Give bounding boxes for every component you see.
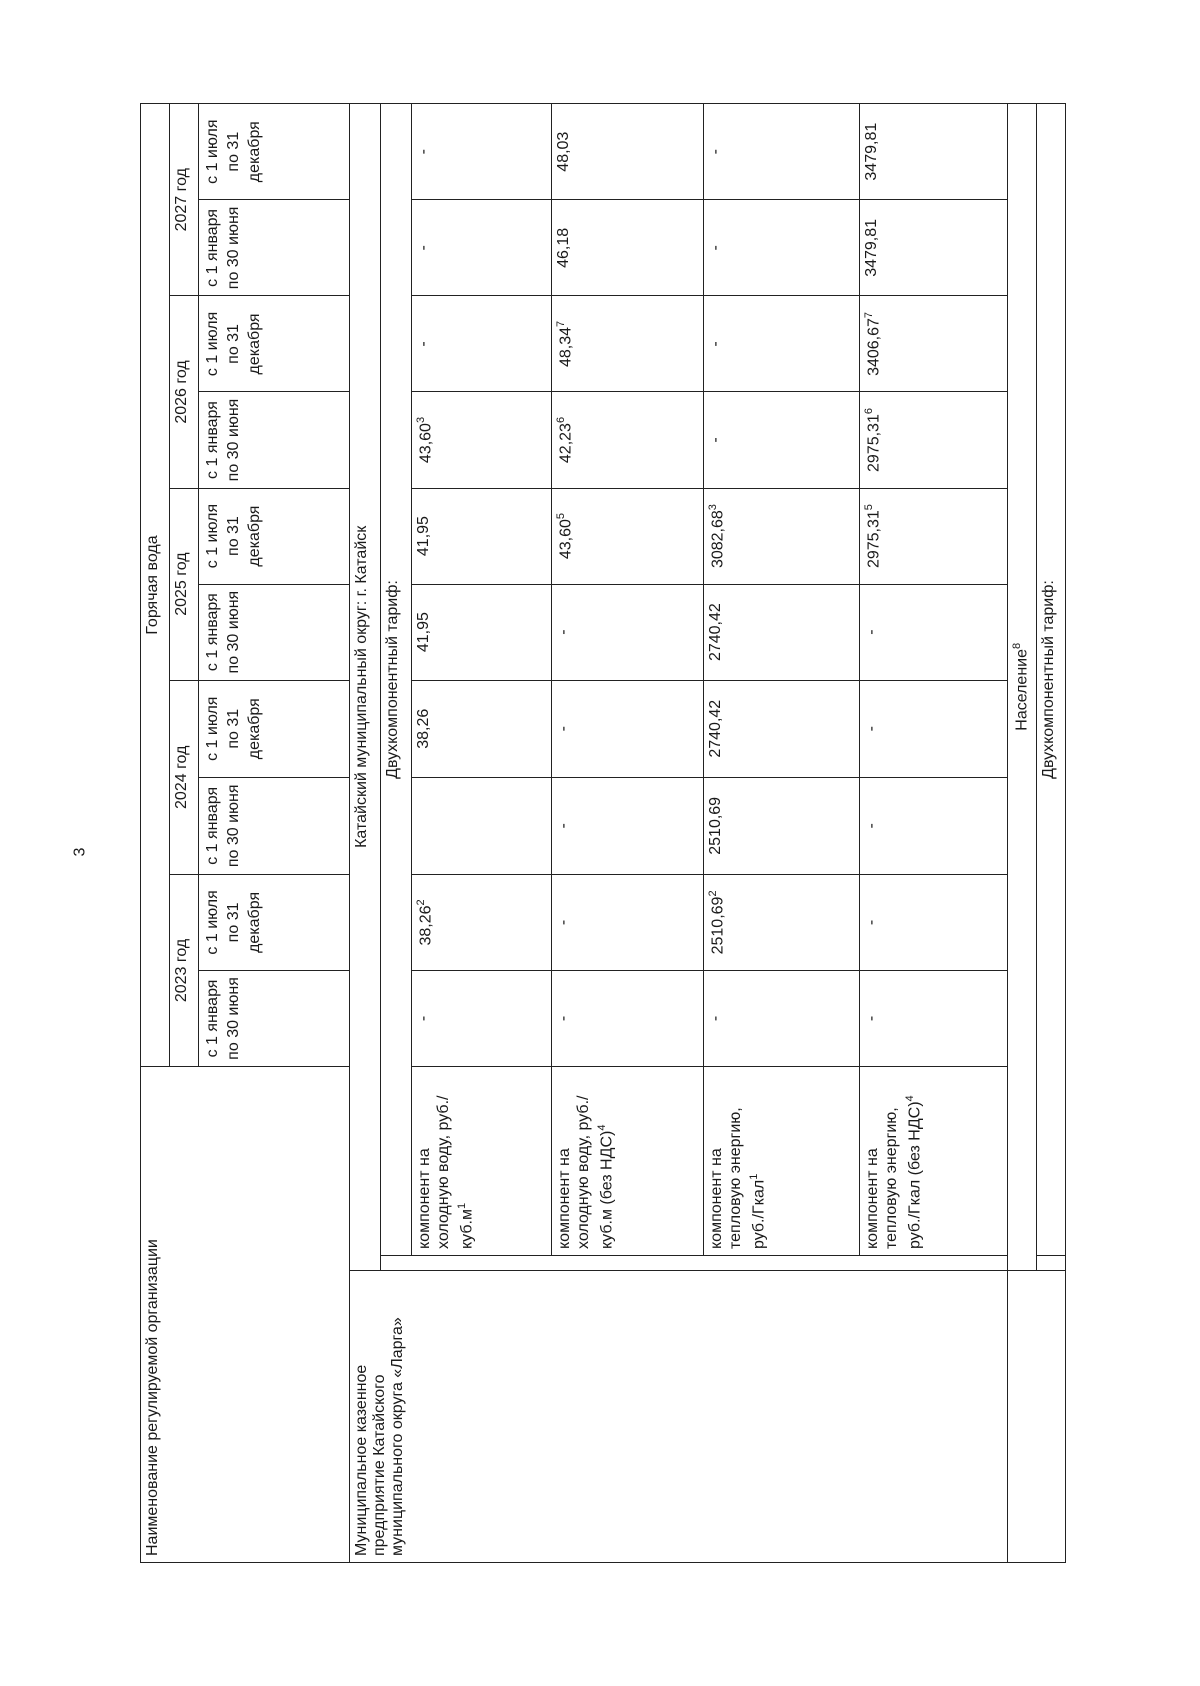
header-year-2024: 2024 год: [170, 680, 199, 874]
period-2025-h2: с 1 июля по 31 декабря: [199, 488, 350, 584]
footnote-marker: 4: [596, 1124, 608, 1131]
table-cell: [412, 200, 552, 296]
table-cell: [552, 680, 704, 777]
cell-value: 2510,69: [709, 896, 727, 955]
table-cell: [412, 970, 552, 1066]
cell-value: -: [707, 245, 724, 251]
table-cell: [412, 104, 552, 200]
cell-value: -: [863, 726, 880, 732]
table-cell: [552, 392, 704, 488]
table-cell: [704, 296, 860, 392]
cell-value: 41,95: [415, 612, 432, 653]
cell-value: 41,95: [415, 516, 432, 557]
table-cell: [552, 777, 704, 874]
table-cell: [704, 104, 860, 200]
row-label: [704, 1067, 860, 1256]
footnote-marker: 2: [707, 890, 719, 897]
cell-value: 3479,81: [863, 218, 880, 277]
organization-name-text: Муниципальное казенное предприятие Катайского муниципального округа «Ларга»: [353, 1317, 406, 1556]
footnote-marker: 1: [456, 1202, 468, 1210]
cell-value: 2975,31: [865, 414, 883, 472]
table-cell: [704, 392, 860, 488]
table-cell: [552, 874, 704, 970]
tariff-type-two-component-2: Двухкомпонентный тариф:: [1037, 104, 1066, 1256]
period-2027-h1: с 1 января по 30 июня: [199, 200, 350, 296]
cell-value: 2740,42: [707, 603, 724, 662]
footnote-marker: 3: [707, 504, 719, 511]
header-year-2027: 2027 год: [170, 104, 199, 296]
cell-value: 3479,81: [863, 122, 880, 181]
period-2024-h1: с 1 января по 30 июня: [199, 777, 350, 874]
cell-value: 2510,69: [707, 796, 724, 855]
cell-value: -: [863, 823, 880, 829]
cell-value: -: [555, 823, 572, 829]
table-cell: [704, 200, 860, 296]
row-label: [412, 1067, 552, 1256]
table-cell: [860, 777, 1008, 874]
header-hot-water: Горячая вода: [141, 104, 170, 1067]
header-org-column: [141, 1067, 350, 1563]
cell-value: -: [707, 341, 724, 347]
row-label-text: компонент на холодную воду, руб./куб.м (без НДС): [556, 1095, 616, 1249]
table-cell: [860, 104, 1008, 200]
footnote-marker: 4: [904, 1095, 916, 1102]
table-cell: [552, 970, 704, 1066]
row-label-text: компонент на тепловую энергию, руб./Гкал (без НДС): [864, 1101, 924, 1249]
table-cell: [860, 200, 1008, 296]
cell-value: -: [863, 1015, 880, 1022]
organization-name: [350, 1270, 1008, 1562]
cell-value: 48,34: [557, 326, 575, 368]
table-cell: [552, 296, 704, 392]
header-year-2026: 2026 год: [170, 296, 199, 488]
footnote-marker: 7: [863, 311, 875, 319]
org-empty-cell: [1008, 1270, 1066, 1562]
period-2024-h2: с 1 июля по 31 декабря: [199, 680, 350, 777]
footnote-marker: 8: [1011, 642, 1023, 649]
cell-value: -: [415, 341, 432, 347]
section-population: [1008, 104, 1037, 1271]
cell-value: -: [555, 726, 572, 732]
table-cell: [704, 777, 860, 874]
table-cell: [412, 680, 552, 777]
table-cell: [552, 584, 704, 680]
header-year-2025: 2025 год: [170, 488, 199, 680]
cell-value: -: [415, 245, 432, 251]
page-number: 3: [71, 847, 89, 857]
table-cell: [704, 680, 860, 777]
period-2023-h1: с 1 января по 30 июня: [199, 970, 350, 1066]
cell-value: -: [555, 1015, 572, 1022]
footnote-marker: 2: [415, 899, 427, 906]
period-2025-h1: с 1 января по 30 июня: [199, 584, 350, 680]
table-cell: [860, 584, 1008, 680]
table-cell: [704, 874, 860, 970]
table-cell: [552, 104, 704, 200]
footnote-marker: 5: [863, 504, 875, 511]
table-cell: [860, 970, 1008, 1066]
period-2026-h1: с 1 января по 30 июня: [199, 392, 350, 488]
footnote-marker: 7: [555, 320, 567, 327]
cell-value: 3406,67: [865, 318, 883, 376]
section-municipality: Катайский муниципальный округ: г. Катайск: [350, 104, 381, 1271]
period-2027-h2: с 1 июля по 31 декабря: [199, 104, 350, 200]
header-org-label: Наименование регулируемой организации: [144, 1239, 161, 1556]
cell-value: 48,03: [555, 131, 572, 172]
cell-value: -: [555, 629, 572, 635]
row-label-text: компонент на холодную воду, руб./куб.м: [416, 1095, 476, 1249]
footnote-marker: 5: [555, 512, 567, 520]
tariff-table-rotated: [140, 103, 1057, 1563]
table-cell: [412, 584, 552, 680]
table-cell: [860, 392, 1008, 488]
tariff-table: [140, 103, 1066, 1563]
table-cell: [860, 874, 1008, 970]
cell-value: 3082,68: [709, 510, 727, 569]
cell-value: -: [863, 919, 880, 926]
footnote-marker: 6: [555, 416, 567, 424]
cell-value: -: [707, 1015, 724, 1022]
footnote-marker: 1: [748, 1173, 760, 1180]
cell-value: -: [415, 149, 432, 155]
cell-value: 46,18: [555, 227, 572, 268]
cell-value: -: [863, 629, 880, 635]
row-label: [860, 1067, 1008, 1256]
cell-value: 42,23: [557, 423, 575, 464]
tariff-type-two-component: Двухкомпонентный тариф:: [381, 104, 412, 1256]
table-cell: [704, 584, 860, 680]
footnote-marker: 3: [415, 416, 427, 424]
cell-value: 2740,42: [707, 699, 724, 758]
cell-value: -: [707, 437, 724, 443]
table-cell: [552, 488, 704, 584]
row-label-text: компонент на тепловую энергию, руб./Гкал: [708, 1107, 768, 1249]
cell-value: 43,60: [417, 423, 435, 464]
cell-value: -: [415, 1015, 432, 1022]
table-cell: [412, 488, 552, 584]
table-cell: [860, 296, 1008, 392]
section-population-text: Население: [1013, 649, 1031, 731]
tariff-indent: [381, 1256, 1008, 1271]
row-label: [552, 1067, 704, 1256]
table-cell: [704, 488, 860, 584]
header-year-2023: 2023 год: [170, 874, 199, 1066]
cell-value: -: [707, 149, 724, 155]
cell-value: 38,26: [417, 905, 435, 946]
cell-value: -: [555, 919, 572, 926]
table-cell: [552, 200, 704, 296]
table-cell: [860, 488, 1008, 584]
table-cell: [704, 970, 860, 1066]
table-cell: [412, 296, 552, 392]
cell-value: 2975,31: [865, 510, 883, 569]
table-cell: [412, 874, 552, 970]
cell-value: 43,60: [557, 519, 575, 560]
table-cell: [412, 392, 552, 488]
table-cell: [412, 777, 552, 874]
cell-value: 38,26: [415, 708, 432, 749]
period-2026-h2: с 1 июля по 31 декабря: [199, 296, 350, 392]
table-cell: [860, 680, 1008, 777]
period-2023-h2: с 1 июля по 31 декабря: [199, 874, 350, 970]
tariff-indent-2: [1037, 1256, 1066, 1271]
footnote-marker: 6: [863, 408, 875, 415]
